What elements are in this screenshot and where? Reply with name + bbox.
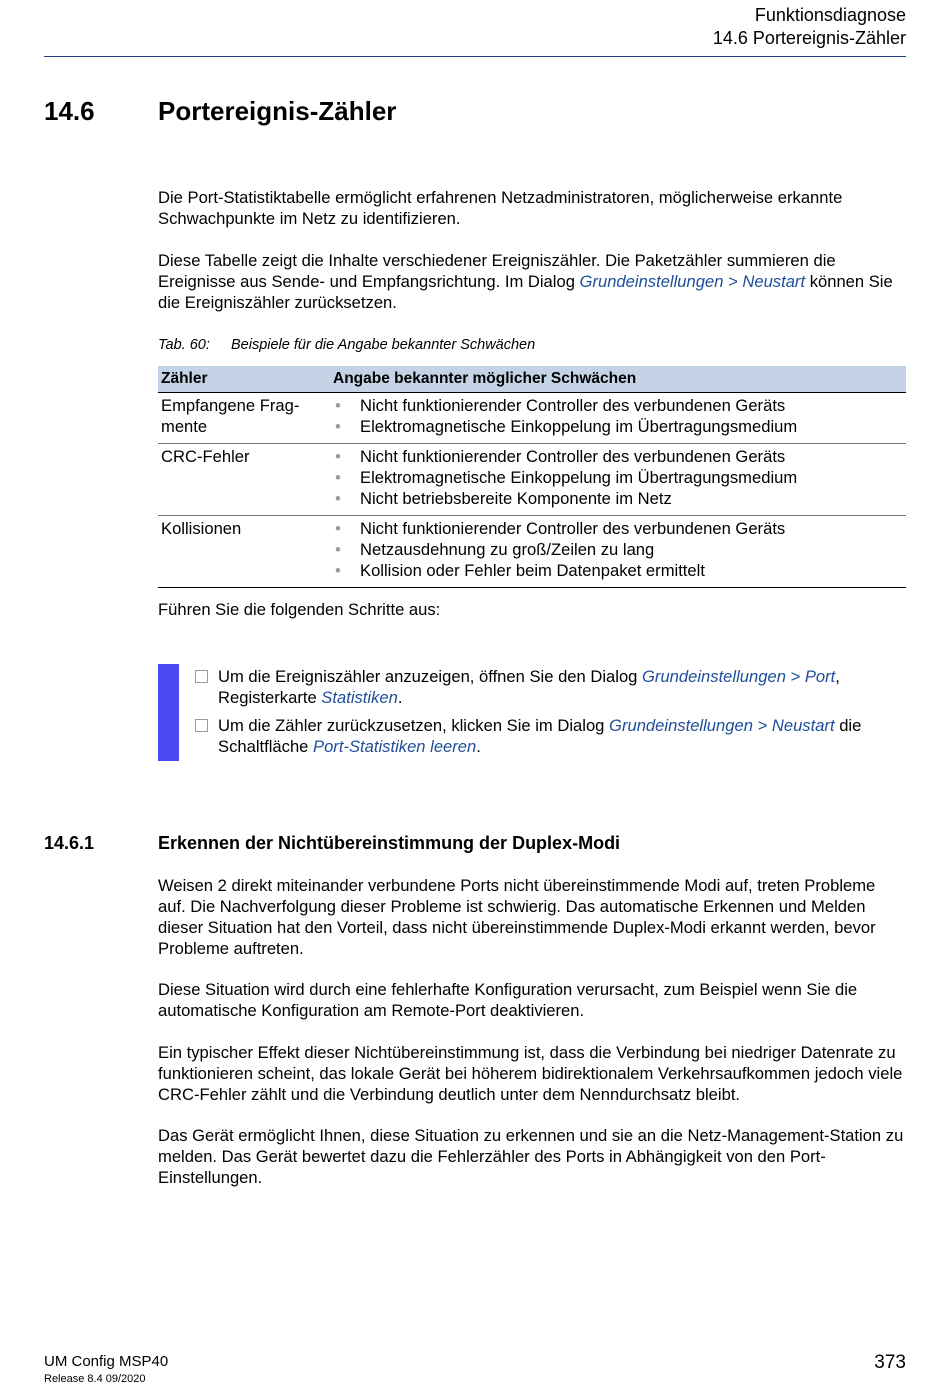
link-restart-dialog[interactable]: Grundeinstellungen > Neustart [609,716,835,735]
table-caption-text: Beispiele für die Angabe bekannter Schwächen [231,337,536,353]
column-header-weaknesses: Angabe bekannter möglicher Schwächen [330,366,906,393]
subsection-paragraph-4: Das Gerät ermöglicht Ihnen, diese Situation zu erkennen und sie an die Netz-Management-Station zu melden. Das Gerät bewertet dazu die Fehlerzähler des Ports in Abhängigkeit von den Port-Einstellungen. [158,1126,904,1187]
list-item: • Netzausdehnung zu groß/Zeilen zu lang [333,539,903,560]
running-header-section: 14.6 Portereignis-Zähler [712,28,906,48]
column-header-counter: Zähler [158,366,330,393]
weakness-table [158,366,906,588]
list-item: • Elektromagnetische Einkoppelung im Übertragungsmedium [333,467,903,488]
section-number: 14.6 [44,96,95,126]
list-item: • Nicht betriebsbereite Komponente im Netz [333,488,903,509]
table-cell-weaknesses [330,393,906,444]
list-item: • Nicht funktionierender Controller des verbundenen Geräts [333,446,903,467]
intro-paragraph-1: Die Port-Statistiktabelle ermöglicht erfahrenen Netzadministratoren, möglicherweise erkannte Schwachpunkte im Netz zu identifizieren. [158,188,843,228]
checkbox-icon [195,719,208,732]
table-cell-weaknesses [330,444,906,516]
table-cell-counter: Empfangene Frag-mente [158,393,330,444]
subsection-title: Erkennen der Nichtübereinstimmung der Duplex-Modi [158,833,621,853]
subsection-paragraph-3: Ein typischer Effekt dieser Nichtübereinstimmung ist, dass die Verbindung bei niedriger Datenrate zu funktionieren scheint, das lokale Gerät bei höherem bidirektionalem Verkehrsaufkommen jedoch viele CRC-Fehler zählt und die Verbindung deutlich unter dem Nenndurchsatz bleibt. [158,1043,903,1104]
table-caption-label: Tab. 60: [158,337,210,353]
list-item: • Nicht funktionierender Controller des verbundenen Geräts [333,395,903,416]
steps-intro: Führen Sie die folgenden Schritte aus: [158,600,441,619]
list-item: • Kollision oder Fehler beim Datenpaket ermittelt [333,560,903,581]
link-restart-dialog[interactable]: Grundeinstellungen > Neustart [579,272,806,291]
subsection-number: 14.6.1 [44,833,95,853]
running-header-chapter: Funktionsdiagnose [754,5,906,25]
table-header-row [158,366,906,393]
instruction-step: Um die Ereigniszähler anzuzeigen, öffnen Sie den Dialog Grundeinstellungen > Port, Registerkarte Statistiken. [194,666,906,708]
footer-document-name: UM Config MSP40 [44,1353,169,1370]
table-cell-counter: Kollisionen [158,516,330,588]
instruction-steps [194,666,906,764]
link-statistics-tab[interactable]: Statistiken [321,688,398,707]
table-row [158,444,906,516]
table-cell-weaknesses [330,516,906,588]
table-cell-counter: CRC-Fehler [158,444,330,516]
footer-release: Release 8.4 09/2020 [44,1373,146,1385]
page-number: 373 [874,1352,906,1373]
checkbox-icon [195,670,208,683]
header-divider [44,56,906,57]
section-title: Portereignis-Zähler [158,96,397,126]
list-item: • Elektromagnetische Einkoppelung im Übertragungsmedium [333,416,903,437]
intro-paragraph-2: Diese Tabelle zeigt die Inhalte verschiedener Ereigniszähler. Die Paketzähler summieren die Ereignisse aus Sende- und Empfangsrichtung. Im Dialog Grundeinstellungen > Neustart können Sie die Ereigniszähler zurücksetzen. [158,251,893,312]
list-item: • Nicht funktionierender Controller des verbundenen Geräts [333,518,903,539]
link-port-dialog[interactable]: Grundeinstellungen > Port [642,667,836,686]
subsection-paragraph-2: Diese Situation wird durch eine fehlerhafte Konfiguration verursacht, zum Beispiel wenn Sie die automatische Konfiguration am Remote-Port deaktivieren. [158,980,858,1020]
link-clear-port-statistics[interactable]: Port-Statistiken leeren [313,737,477,756]
subsection-paragraph-1: Weisen 2 direkt miteinander verbundene Ports nicht übereinstimmende Modi auf, treten Probleme auf. Die Nachverfolgung dieser Probleme ist schwierig. Das automatische Erkennen und Melden dieser Situation hat den Vorteil, dass nicht übereinstimmende Duplex-Modi erkannt werden, bevor Probleme auftreten. [158,876,876,958]
instruction-step: Um die Zähler zurückzusetzen, klicken Sie im Dialog Grundeinstellungen > Neustart die Schaltfläche Port-Statistiken leeren. [194,715,906,757]
table-row [158,516,906,588]
table-row [158,393,906,444]
instruction-marker-bar [158,664,179,761]
table-caption [158,337,535,353]
